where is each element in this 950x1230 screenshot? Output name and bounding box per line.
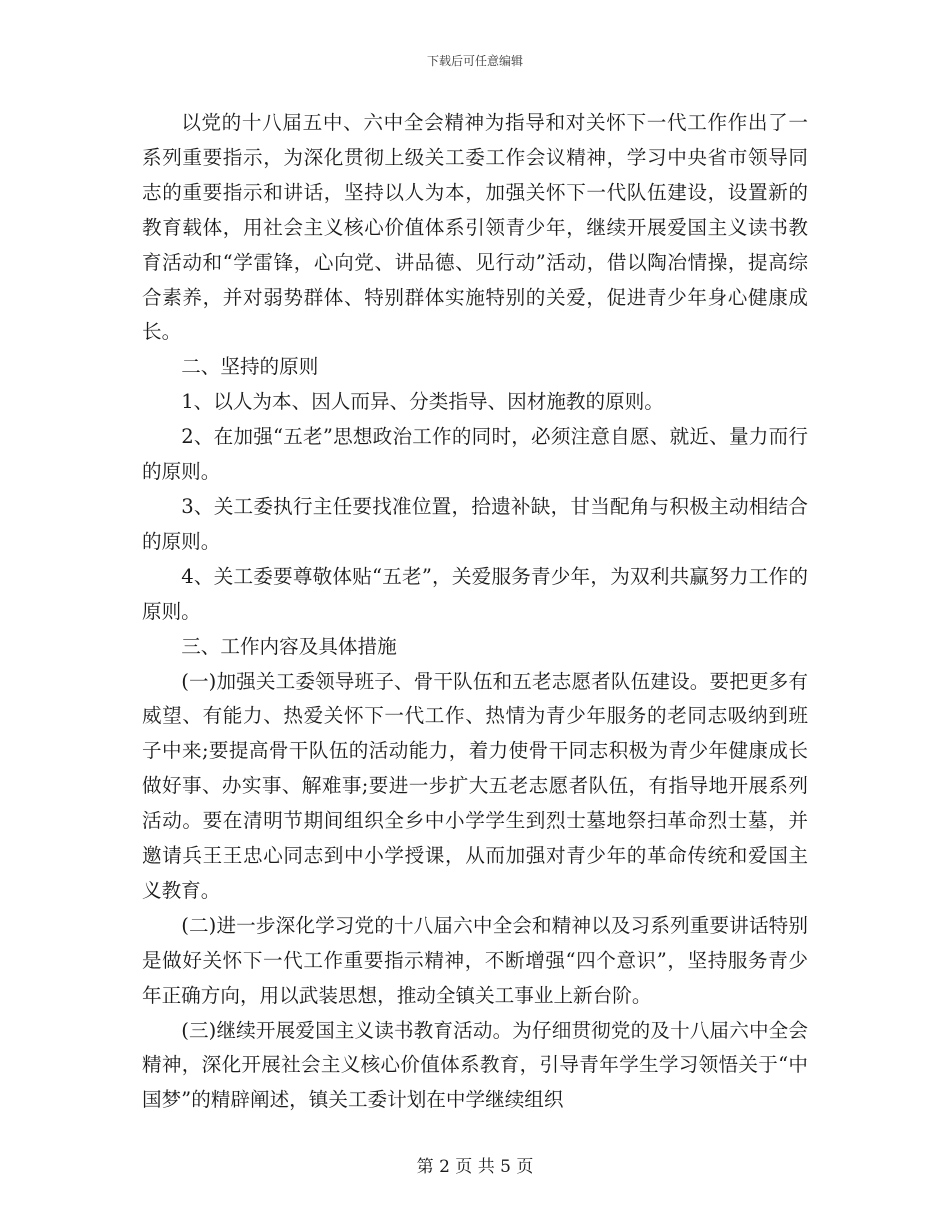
measure-paragraph: (一)加强关工委领导班子、骨干队伍和五老志愿者队伍建设。要把更多有威望、有能力、热爱关怀下一代工作、热情为青少年服务的老同志吸纳到班子中来;要提高骨干队伍的活动能力，着力使骨干同志积极为青少年健康成长做好事、办实事、解难事;要进一步扩大五老志愿者队伍，有指导地开展系列活动。要在清明节期间组织全乡中小学学生到烈士墓地祭扫革命烈士墓，并邀请兵王王忠心同志到中小学授课，从而加强对青少年的革命传统和爱国主义教育。 [142, 669, 808, 902]
principle-item: 1、以人为本、因人而异、分类指导、因材施教的原则。 [181, 390, 664, 414]
principle-item: 3、关工委执行主任要找准位置，拾遗补缺，甘当配角与积极主动相结合的原则。 [142, 494, 808, 553]
principle-item: 2、在加强“五老”思想政治工作的同时，必须注意自愿、就近、量力而行的原则。 [142, 425, 808, 484]
measure-paragraph: (三)继续开展爱国主义读书教育活动。为仔细贯彻党的及十八届六中全会精神，深化开展社会主义核心价值体系教育，引导青年学生学习领悟关于“中国梦”的精辟阐述，镇关工委计划在中学继续组织 [142, 1018, 808, 1112]
section-heading-principles: 二、坚持的原则 [181, 355, 319, 379]
page-footer: 第 2 页 共 5 页 [416, 1157, 534, 1177]
section-heading-measures: 三、工作内容及具体措施 [181, 634, 397, 658]
document-body [142, 106, 808, 1118]
measure-paragraph: (二)进一步深化学习党的十八届六中全会和精神以及习系列重要讲话特别是做好关怀下一代工作重要指示精神，不断增强“四个意识”，坚持服务青少年正确方向，用以武装思想，推动全镇关工事业上新台阶。 [142, 913, 808, 1007]
principle-item: 4、关工委要尊敬体贴“五老”，关爱服务青少年，为双利共赢努力工作的原则。 [142, 564, 808, 623]
paragraph-intro: 以党的十八届五中、六中全会精神为指导和对关怀下一代工作作出了一系列重要指示，为深化贯彻上级关工委工作会议精神，学习中央省市领导同志的重要指示和讲话，坚持以人为本，加强关怀下一代队伍建设，设置新的教育载体，用社会主义核心价值体系引领青少年，继续开展爱国主义读书教育活动和“学雷锋，心向党、讲品德、见行动”活动，借以陶冶情操，提高综合素养，并对弱势群体、特别群体实施特别的关爱，促进青少年身心健康成长。 [142, 111, 808, 344]
page-header: 下载后可任意编辑 [426, 54, 523, 68]
